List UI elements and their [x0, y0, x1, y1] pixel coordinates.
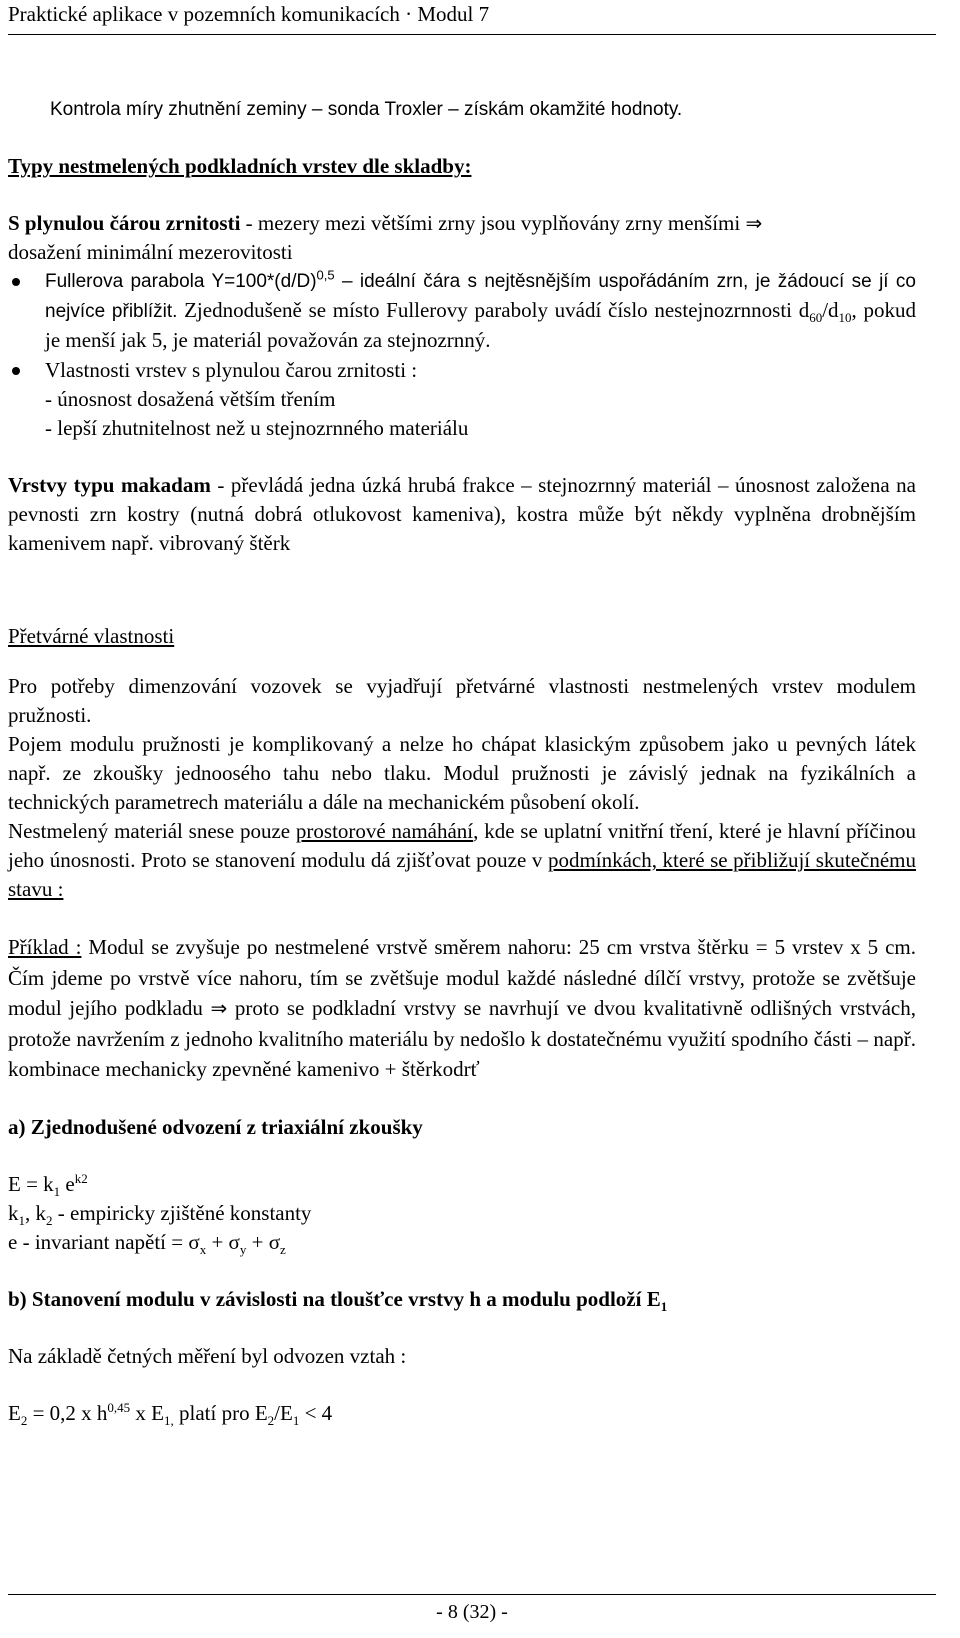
continuous-intro [8, 209, 916, 267]
eq-sub: 1 [292, 1412, 300, 1428]
example-label: Příklad : [8, 935, 82, 959]
continuous-lead-text: - mezery mezi většími zrny jsou vyplňovány zrny menšími [240, 211, 746, 235]
fuller-sub-60: 60 [809, 310, 823, 326]
document-body [8, 95, 916, 1428]
heading-sub: 1 [660, 1298, 668, 1314]
deform-p3-underline-1: prostorové namáhání [295, 819, 474, 843]
bullet-properties [8, 356, 916, 443]
deform-p2: Pojem modulu pružnosti je komplikovaný a nelze ho chápat klasickým způsobem jako u pevných látek např. ze zkoušky jednoosého tahu nebo tlaku. Modul pružnosti je závislý jednak na fyzikálních a technických parametrech materiálu a dále na mechanickém působení okolí. [8, 732, 916, 814]
eq-sub: 1 [53, 1183, 61, 1199]
page-number: - 8 (32) - [436, 1601, 508, 1623]
eq-sub: 2 [267, 1412, 275, 1428]
example-text-a: Modul se zvyšuje po nestmelené vrstvě směrem nahoru: 25 cm vrstva štěrku = 5 vrstev x 5 cm. Čím jdeme po vrstvě více nahoru, tím se zvětšuje modul každé následné dílčí vrstvy, protože se zvětšuje modul jejího podkladu [8, 935, 916, 1020]
eq-part: - empiricky zjištěné konstanty [52, 1200, 312, 1225]
eq-part: k [8, 1200, 19, 1225]
eq-sup: k2 [74, 1170, 88, 1186]
macadam-lead: Vrstvy typu makadam [8, 473, 211, 497]
bullet-fuller [8, 267, 916, 356]
constants-line [8, 1199, 916, 1228]
fuller-text-d: /d [822, 298, 839, 322]
eq-part: e [60, 1171, 75, 1196]
eq-part: e - invariant napětí = σ [8, 1229, 200, 1254]
eq-sub: x [199, 1241, 207, 1257]
fuller-text-b: – ideální čára s nejtěsnějším uspořádáním zrn, je žádoucí se jí co nejvíce přiblížit. [45, 271, 916, 322]
eq-sub: z [280, 1241, 286, 1257]
page-footer [8, 1594, 936, 1629]
eq-part: = 0,2 x h [27, 1400, 108, 1425]
eq-part: x E [130, 1400, 164, 1425]
fuller-text-e: , pokud je menší jak 5, je materiál považován za stejnozrnný. [45, 298, 916, 352]
eq-sub: 2 [46, 1212, 53, 1228]
continuous-lead-end: dosažení minimální mezerovitosti [8, 240, 293, 264]
eq-sub: 2 [20, 1412, 28, 1428]
section-b-text: Na základě četných měření byl odvozen vztah : [8, 1343, 407, 1368]
section-b-heading [8, 1285, 916, 1314]
implies-arrow-icon: ⇒ [210, 996, 228, 1020]
eq-part: platí pro E [173, 1400, 268, 1425]
macadam-paragraph [8, 471, 916, 558]
properties-line-2: - lepší zhutnitelnost než u stejnozrnného materiálu [45, 416, 469, 440]
eq-sub: 1, [164, 1412, 174, 1428]
deform-p1: Pro potřeby dimenzování vozovek se vyjadřují přetvárné vlastnosti nestmelených vrstev modulem pružnosti. [8, 674, 916, 727]
deform-heading: Přetvárné vlastnosti [8, 624, 175, 648]
eq-part: < 4 [299, 1400, 333, 1425]
properties-title: Vlastnosti vrstev s plynulou čarou zrnitosti : [45, 358, 418, 382]
modulus-formula [8, 1399, 916, 1428]
continuous-lead: S plynulou čárou zrnitosti [8, 211, 241, 235]
example-paragraph [8, 932, 916, 1085]
eq-part: , k [25, 1200, 46, 1225]
fuller-sub-10: 10 [838, 310, 852, 326]
eq-part: /E [274, 1400, 293, 1425]
page-header [8, 0, 936, 35]
implies-arrow-icon: ⇒ [745, 211, 763, 235]
example-text-b: proto se podkladní vrstvy se navrhují ve dvou kvalitativně odlišných vrstvách, protože navržením z jednoho kvalitního materiálu by nedošlo k dostatečnému využití spodního části – např. kombinace mechanicky zpevněné kamenivo + štěrkodrť [8, 996, 916, 1081]
eq-sub: y [239, 1241, 247, 1257]
invariant-line [8, 1228, 916, 1257]
fuller-exponent: 0,5 [316, 267, 335, 283]
macadam-text: - převládá jedna úzká hrubá frakce – stejnozrnný materiál – únosnost založena na pevnosti zrn kostry (nutná dobrá otlukovost kameniva), kostra může být někdy vyplněna drobnějším kamenivem např. vibrovaný štěrk [8, 473, 916, 555]
types-heading: Typy nestmelených podkladních vrstev dle skladby: [8, 154, 472, 178]
fuller-text-c: Zjednodušeně se místo Fullerovy paraboly uvádí číslo nestejnozrnnosti d [177, 298, 810, 322]
intro-text: Kontrola míry zhutnění zeminy – sonda Troxler – získám okamžité hodnoty. [50, 99, 683, 120]
heading-part: b) Stanovení modulu v závislosti na tloušťce vrstvy h a modulu podloží E [8, 1286, 661, 1311]
deform-p3 [8, 817, 916, 904]
eq-part: E [8, 1400, 21, 1425]
bullet-icon [12, 367, 20, 375]
eq-part: + σ [206, 1229, 240, 1254]
eq-sup: 0,45 [107, 1399, 131, 1415]
eq-sub: 1 [18, 1212, 25, 1228]
equation-e [8, 1170, 916, 1199]
eq-part: E = k [8, 1171, 54, 1196]
deform-p3-b: , kde se uplatní vnitřní tření, které je hlavní příčinou jeho únosnosti. Proto se stanovení modulu dá zjišťovat pouze v [8, 819, 917, 872]
deform-p3-a: Nestmelený materiál snese pouze [8, 819, 296, 843]
section-a-heading: a) Zjednodušené odvození z triaxiální zkoušky [8, 1114, 423, 1139]
bullet-icon [12, 278, 20, 286]
fuller-text-a: Fullerova parabola Y=100*(d/D) [45, 271, 317, 292]
header-title: Praktické aplikace v pozemních komunikacích · Modul 7 [8, 2, 490, 26]
deform-p3-underline-2: podmínkách, které se přibližují skutečnému stavu : [8, 848, 916, 901]
properties-line-1: - únosnost dosažená větším třením [45, 387, 336, 411]
eq-part: + σ [246, 1229, 281, 1254]
